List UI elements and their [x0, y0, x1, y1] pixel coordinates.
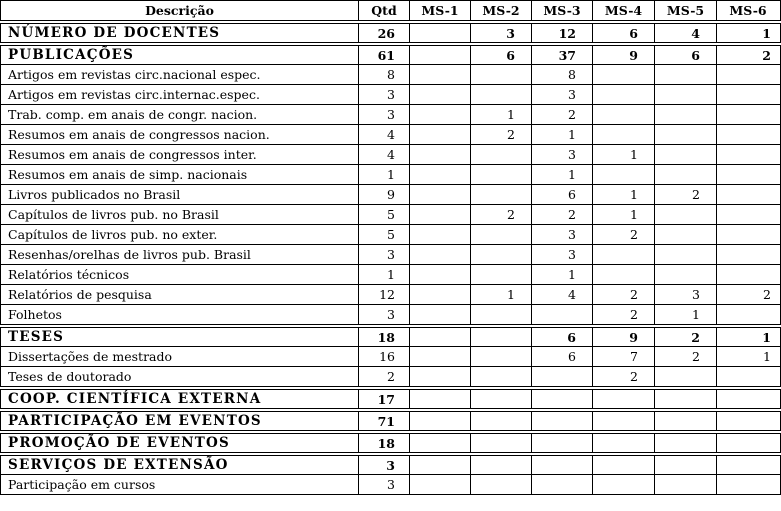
row-ms-2 [471, 85, 532, 104]
header-descricao: Descrição [1, 1, 359, 20]
row-ms-1 [410, 85, 471, 104]
row-ms-1 [410, 305, 471, 324]
section-row [0, 45, 781, 65]
row-ms-5: 4 [655, 24, 717, 42]
row-qtd: 61 [359, 46, 410, 64]
row-ms-1 [410, 145, 471, 164]
row-ms-6 [717, 434, 779, 452]
row-qtd: 26 [359, 24, 410, 42]
row-ms-1 [410, 245, 471, 264]
row-ms-4 [593, 434, 655, 452]
table-row [0, 347, 781, 367]
row-ms-5 [655, 105, 717, 124]
row-ms-2 [471, 367, 532, 386]
row-ms-3: 6 [532, 347, 593, 366]
row-qtd: 9 [359, 185, 410, 204]
row-ms-1 [410, 347, 471, 366]
row-ms-4: 1 [593, 145, 655, 164]
row-ms-5 [655, 367, 717, 386]
row-ms-4 [593, 390, 655, 408]
row-ms-2 [471, 225, 532, 244]
row-ms-6 [717, 85, 779, 104]
row-ms-5: 2 [655, 185, 717, 204]
row-ms-5 [655, 475, 717, 494]
row-ms-1 [410, 105, 471, 124]
row-ms-4: 9 [593, 328, 655, 346]
row-ms-2 [471, 475, 532, 494]
table-row [0, 185, 781, 205]
row-ms-4: 9 [593, 46, 655, 64]
row-ms-5 [655, 65, 717, 84]
row-ms-6: 1 [763, 349, 771, 364]
row-ms-6 [717, 125, 779, 144]
row-ms-4: 6 [593, 24, 655, 42]
row-qtd: 16 [359, 347, 410, 366]
row-ms-1 [410, 265, 471, 284]
section-row [0, 433, 781, 453]
row-ms-3: 1 [532, 125, 593, 144]
row-description: Artigos em revistas circ.nacional espec. [1, 65, 359, 84]
table-row [0, 265, 781, 285]
table-row [0, 205, 781, 225]
row-description: Dissertações de mestrado [1, 347, 359, 366]
row-description: COOP. CIENTÍFICA EXTERNA [1, 390, 359, 408]
row-ms-2 [471, 328, 532, 346]
row-qtd: 4 [359, 145, 410, 164]
row-ms-3: 2 [532, 205, 593, 224]
row-ms-5: 2 [655, 347, 717, 366]
row-ms-4: 2 [593, 305, 655, 324]
row-description: Capítulos de livros pub. no Brasil [1, 205, 359, 224]
row-ms-2 [471, 65, 532, 84]
row-ms-5 [655, 125, 717, 144]
row-ms-5 [655, 412, 717, 430]
row-ms-1 [410, 125, 471, 144]
row-ms-1 [410, 328, 471, 346]
row-description: Resumos em anais de simp. nacionais [1, 165, 359, 184]
row-ms-4: 7 [593, 347, 655, 366]
table-row [0, 125, 781, 145]
row-ms-1 [410, 46, 471, 64]
row-ms-5: 3 [655, 285, 717, 304]
row-ms-6: 2 [762, 47, 771, 63]
row-ms-5 [655, 245, 717, 264]
row-ms-1 [410, 456, 471, 474]
row-ms-6 [717, 390, 779, 408]
row-ms-6 [717, 205, 779, 224]
row-ms-1 [410, 24, 471, 42]
row-qtd: 2 [359, 367, 410, 386]
row-ms-2: 2 [471, 205, 532, 224]
row-ms-5 [655, 225, 717, 244]
row-ms-3 [532, 456, 593, 474]
row-ms-6: 1 [762, 25, 771, 41]
header-ms-4: MS-4 [593, 1, 655, 20]
row-ms-2: 2 [471, 125, 532, 144]
section-row [0, 23, 781, 43]
header-ms-3: MS-3 [532, 1, 593, 20]
row-ms-1 [410, 285, 471, 304]
row-ms-5: 6 [655, 46, 717, 64]
row-ms-4 [593, 245, 655, 264]
row-ms-6 [717, 245, 779, 264]
row-qtd: 18 [359, 328, 410, 346]
row-ms-3: 6 [532, 328, 593, 346]
row-qtd: 3 [359, 305, 410, 324]
row-description: Artigos em revistas circ.internac.espec. [1, 85, 359, 104]
row-ms-6 [717, 305, 779, 324]
row-description: Resumos em anais de congressos inter. [1, 145, 359, 164]
row-description: Teses de doutorado [1, 367, 359, 386]
row-qtd: 3 [359, 85, 410, 104]
row-ms-6 [717, 265, 779, 284]
row-ms-4 [593, 65, 655, 84]
row-ms-3: 3 [532, 145, 593, 164]
header-ms-2: MS-2 [471, 1, 532, 20]
row-qtd: 12 [359, 285, 410, 304]
row-ms-3 [532, 412, 593, 430]
row-ms-6: 1 [762, 329, 771, 345]
row-ms-3: 1 [532, 165, 593, 184]
row-ms-2 [471, 165, 532, 184]
row-ms-1 [410, 185, 471, 204]
row-description: Relatórios técnicos [1, 265, 359, 284]
table-row [0, 245, 781, 265]
row-ms-3: 2 [532, 105, 593, 124]
row-ms-2 [471, 185, 532, 204]
row-description: Livros publicados no Brasil [1, 185, 359, 204]
row-ms-1 [410, 475, 471, 494]
row-ms-3 [532, 305, 593, 324]
row-description: TESES [1, 328, 359, 346]
row-ms-4 [593, 125, 655, 144]
row-ms-3: 8 [532, 65, 593, 84]
row-ms-1 [410, 65, 471, 84]
table-row [0, 85, 781, 105]
row-ms-5 [655, 456, 717, 474]
table-row [0, 367, 781, 387]
row-description: Relatórios de pesquisa [1, 285, 359, 304]
table-header-row [0, 0, 781, 21]
row-ms-4: 2 [593, 367, 655, 386]
table-row [0, 65, 781, 85]
section-row [0, 389, 781, 409]
row-description: Folhetos [1, 305, 359, 324]
header-ms-1: MS-1 [410, 1, 471, 20]
row-ms-4 [593, 265, 655, 284]
row-ms-3 [532, 390, 593, 408]
table-row [0, 475, 781, 495]
table-row [0, 105, 781, 125]
row-ms-6 [717, 475, 779, 494]
row-ms-5 [655, 145, 717, 164]
row-ms-2 [471, 265, 532, 284]
row-description: PUBLICAÇÕES [1, 46, 359, 64]
row-ms-1 [410, 225, 471, 244]
row-ms-5: 1 [655, 305, 717, 324]
row-ms-4: 1 [593, 185, 655, 204]
row-ms-2 [471, 456, 532, 474]
row-ms-5 [655, 165, 717, 184]
row-description: Resumos em anais de congressos nacion. [1, 125, 359, 144]
row-ms-2 [471, 434, 532, 452]
row-qtd: 3 [359, 456, 410, 474]
row-ms-5 [655, 205, 717, 224]
row-ms-6 [717, 367, 779, 386]
row-qtd: 5 [359, 225, 410, 244]
row-ms-5 [655, 434, 717, 452]
row-ms-3 [532, 367, 593, 386]
row-ms-2: 6 [471, 46, 532, 64]
row-qtd: 18 [359, 434, 410, 452]
row-qtd: 3 [359, 105, 410, 124]
row-qtd: 5 [359, 205, 410, 224]
row-ms-3: 12 [532, 24, 593, 42]
row-qtd: 71 [359, 412, 410, 430]
row-qtd: 4 [359, 125, 410, 144]
row-ms-2: 1 [471, 285, 532, 304]
row-ms-5 [655, 85, 717, 104]
row-qtd: 17 [359, 390, 410, 408]
row-ms-3: 3 [532, 245, 593, 264]
section-row [0, 411, 781, 431]
row-ms-2 [471, 347, 532, 366]
row-ms-6: 2 [763, 287, 771, 302]
row-ms-6 [717, 412, 779, 430]
row-ms-2 [471, 245, 532, 264]
row-ms-4: 2 [593, 285, 655, 304]
row-ms-6 [717, 185, 779, 204]
row-ms-3: 37 [532, 46, 593, 64]
row-description: Resenhas/orelhas de livros pub. Brasil [1, 245, 359, 264]
row-ms-4: 1 [593, 205, 655, 224]
row-ms-6 [717, 145, 779, 164]
section-row [0, 327, 781, 347]
table-row [0, 285, 781, 305]
row-ms-4 [593, 165, 655, 184]
table-row [0, 145, 781, 165]
row-ms-4 [593, 412, 655, 430]
row-ms-4: 2 [593, 225, 655, 244]
row-ms-6 [717, 225, 779, 244]
row-description: PARTICIPAÇÃO EM EVENTOS [1, 412, 359, 430]
row-description: PROMOÇÃO DE EVENTOS [1, 434, 359, 452]
row-ms-6 [717, 165, 779, 184]
row-ms-1 [410, 412, 471, 430]
row-ms-3: 3 [532, 85, 593, 104]
row-qtd: 1 [359, 165, 410, 184]
row-ms-3: 6 [532, 185, 593, 204]
row-ms-3 [532, 434, 593, 452]
row-ms-4 [593, 105, 655, 124]
row-ms-3: 4 [532, 285, 593, 304]
row-qtd: 8 [359, 65, 410, 84]
row-ms-1 [410, 434, 471, 452]
row-ms-5: 2 [655, 328, 717, 346]
row-ms-3 [532, 475, 593, 494]
row-ms-3: 3 [532, 225, 593, 244]
row-ms-1 [410, 205, 471, 224]
row-ms-2: 3 [471, 24, 532, 42]
row-description: Participação em cursos [1, 475, 359, 494]
row-qtd: 1 [359, 265, 410, 284]
section-row [0, 455, 781, 475]
table-body [0, 21, 781, 495]
row-ms-2 [471, 145, 532, 164]
row-ms-2 [471, 390, 532, 408]
row-ms-4 [593, 85, 655, 104]
header-ms-5: MS-5 [655, 1, 717, 20]
row-ms-3: 1 [532, 265, 593, 284]
row-ms-6 [717, 456, 779, 474]
row-ms-4 [593, 456, 655, 474]
row-description: Trab. comp. em anais de congr. nacion. [1, 105, 359, 124]
header-qtd: Qtd [359, 1, 410, 20]
row-ms-6 [717, 65, 779, 84]
row-description: SERVIÇOS DE EXTENSÃO [1, 456, 359, 474]
row-ms-1 [410, 367, 471, 386]
row-ms-5 [655, 390, 717, 408]
header-ms-6: MS-6 [729, 3, 767, 18]
row-ms-4 [593, 475, 655, 494]
row-ms-1 [410, 165, 471, 184]
row-qtd: 3 [359, 475, 410, 494]
row-ms-5 [655, 265, 717, 284]
row-ms-2 [471, 412, 532, 430]
table-row [0, 165, 781, 185]
row-qtd: 3 [359, 245, 410, 264]
row-ms-2 [471, 305, 532, 324]
row-ms-1 [410, 390, 471, 408]
table-row [0, 225, 781, 245]
row-ms-6 [717, 105, 779, 124]
row-description: Capítulos de livros pub. no exter. [1, 225, 359, 244]
table-row [0, 305, 781, 325]
row-ms-2: 1 [471, 105, 532, 124]
row-description: NÚMERO DE DOCENTES [1, 24, 359, 42]
